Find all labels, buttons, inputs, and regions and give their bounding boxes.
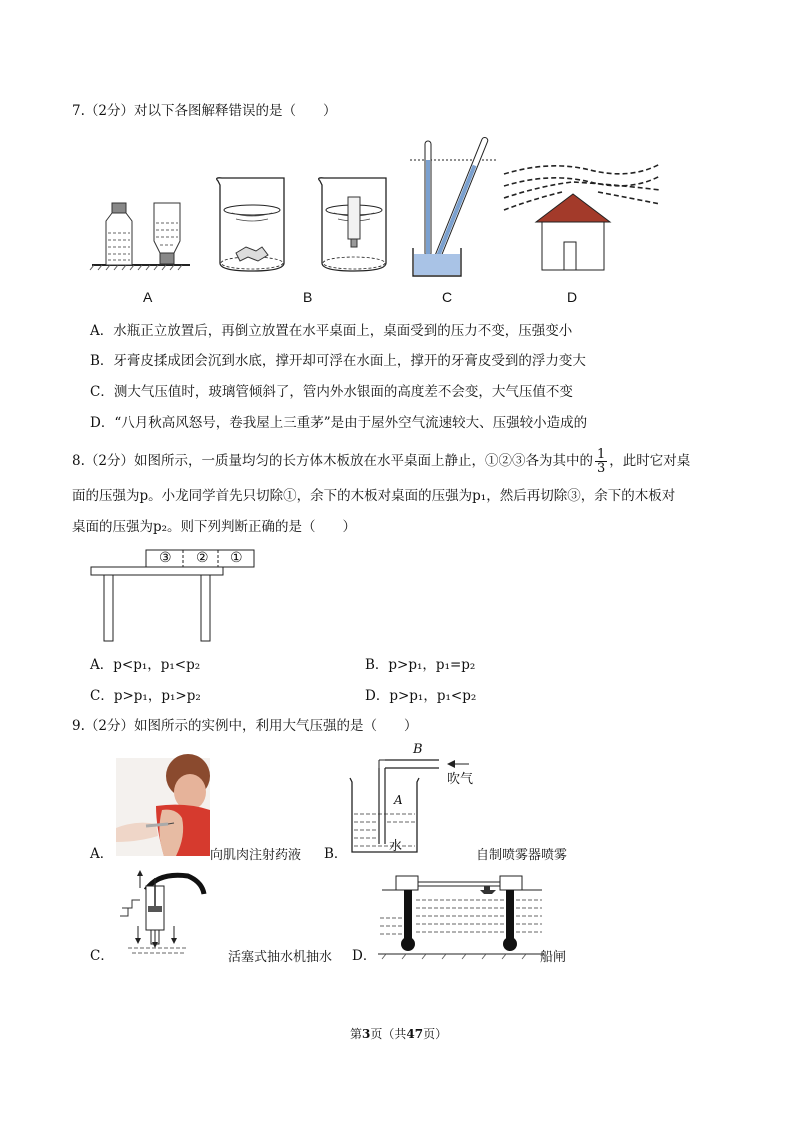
q8-option-a: A．p<p₁，p₁<p₂	[90, 657, 201, 673]
q9-option-b-letter: B．	[324, 846, 348, 862]
q7-stem: 7.（2分）对以下各图解释错误的是（ ）	[72, 103, 337, 119]
footer-page-number: 3	[362, 1027, 371, 1041]
q9-fig-b-label-blow: 吹气	[447, 772, 474, 787]
q9-option-a-caption: 向肌肉注射药液	[210, 848, 302, 863]
footer-total-pages: 47	[406, 1027, 424, 1041]
q8-option-c: C．p>p₁，p₁>p₂	[90, 688, 201, 704]
q9-option-d-letter: D．	[352, 948, 377, 964]
q7-label-b: B	[303, 289, 313, 305]
q8-stem-line1	[72, 448, 690, 475]
q8-frac-den: 3	[596, 461, 606, 476]
q7-figure-a-bottles	[90, 195, 200, 270]
q7-label-d: D	[567, 289, 578, 305]
q9-fig-b-label-water: 水	[389, 839, 403, 854]
page-footer	[350, 1025, 447, 1042]
q8-board-label-3: ③	[159, 550, 172, 566]
q8-option-d: D．p>p₁，p₁<p₂	[365, 688, 477, 704]
q8-option-b: B．p>p₁，p₁=p₂	[365, 657, 476, 673]
q7-label-a: A	[143, 289, 153, 305]
q9-option-c-caption: 活塞式抽水机抽水	[228, 950, 333, 965]
q8-stem-pre: 8.（2分）如图所示，一质量均匀的长方体木板放在水平桌面上静止，①②③各为其中的	[72, 453, 593, 469]
q9-stem: 9.（2分）如图所示的实例中，利用大气压强的是（ ）	[72, 718, 418, 734]
footer-mid: 页（共	[370, 1027, 407, 1041]
q8-board-label-2: ②	[196, 550, 209, 566]
q7-option-a: A．水瓶正立放置后，再倒立放置在水平桌面上，桌面受到的压力不变，压强变小	[90, 323, 573, 339]
q9-figure-b-atomizer	[345, 742, 475, 860]
q8-frac-num: 1	[596, 447, 606, 462]
q7-label-c: C	[442, 289, 453, 305]
q7-option-b: B．牙膏皮揉成团会沉到水底，撑开却可浮在水面上，撑开的牙膏皮受到的浮力变大	[90, 353, 586, 369]
q8-stem-line3: 桌面的压强为p₂。则下列判断正确的是（ ）	[72, 519, 357, 535]
q7-option-c: C．测大气压值时，玻璃管倾斜了，管内外水银面的高度差不会变，大气压值不变	[90, 384, 573, 400]
q9-fig-b-label-b: B	[413, 742, 423, 757]
q9-option-c-letter: C．	[90, 948, 114, 964]
q9-fig-b-label-a: A	[394, 793, 403, 807]
q7-figure-b-beakers	[212, 175, 397, 275]
q8-stem-post: ，此时它对桌	[609, 453, 691, 469]
q9-figure-c-piston-pump	[118, 868, 206, 958]
q8-board-label-1: ①	[230, 550, 243, 566]
q9-figure-a-injection-photo	[116, 758, 210, 856]
q7-figure-d-house-wind	[500, 160, 665, 275]
q9-option-b-caption: 自制喷雾器喷雾	[476, 848, 568, 863]
q9-figure-d-ship-lock	[376, 868, 546, 960]
q8-fraction	[595, 448, 607, 475]
q8-stem-line2: 面的压强为p。小龙同学首先只切除①，余下的木板对桌面的压强为p₁，然后再切除③，余下的木板对	[72, 488, 676, 504]
footer-post: 页）	[423, 1027, 448, 1041]
q9-option-d-caption: 船闸	[540, 950, 567, 965]
footer-pre: 第	[350, 1027, 363, 1041]
q7-figure-c-barometer	[405, 138, 505, 278]
q7-option-d: D．“八月秋高风怒号，卷我屋上三重茅”是由于屋外空气流速较大、压强较小造成的	[90, 415, 588, 431]
q9-option-a-letter: A．	[90, 846, 114, 862]
